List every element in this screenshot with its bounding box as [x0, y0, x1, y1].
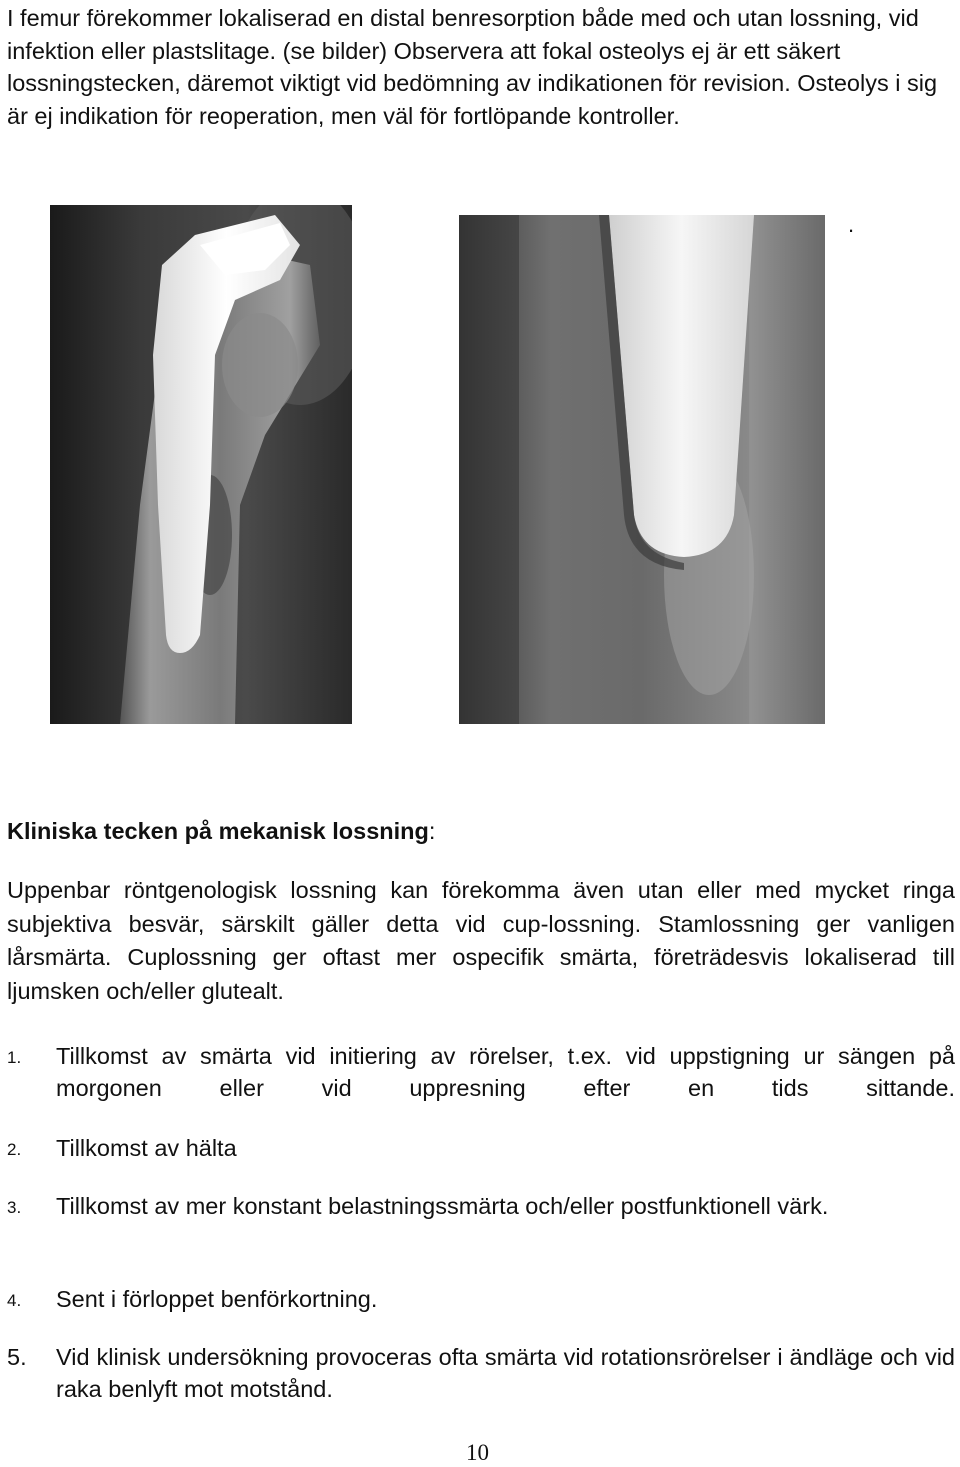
xray-image-stem-tip	[459, 215, 825, 724]
page-number: 10	[466, 1440, 489, 1465]
list-item-number: 1.	[7, 1048, 22, 1067]
list-item-number: 2.	[7, 1140, 22, 1159]
intro-paragraph: I femur förekommer lokaliserad en distal benresorption både med och utan lossning, vid infektion eller plastslitage. (se bilder) Observera att fokal osteolys ej är ett säkert lossningstecken, däremot viktigt vid bedömning av indikationen för revision. Osteolys i sig är ej indikation för reoperation, men väl för fortlöpande kontroller.	[7, 5, 938, 129]
list-item	[7, 1283, 955, 1315]
stray-dot: .	[848, 212, 855, 237]
list-item-text: Tillkomst av smärta vid initiering av rörelser, t.ex. vid uppstigning ur sängen på morgonen eller vid uppresning efter en tids sittande.	[56, 1043, 955, 1101]
list-item-text: Sent i förloppet benförkortning.	[56, 1286, 378, 1312]
section-heading: Kliniska tecken på mekanisk lossning:	[7, 818, 436, 844]
list-item-text: Tillkomst av hälta	[56, 1135, 237, 1161]
list-item-text: Tillkomst av mer konstant belastningssmärta och/eller postfunktionell värk.	[56, 1193, 829, 1219]
list-item-number: 3.	[7, 1198, 22, 1217]
list-item	[7, 1040, 955, 1104]
list-item	[7, 1341, 955, 1405]
list-item-number: 5.	[7, 1344, 27, 1370]
list-item-text: Vid klinisk undersökning provoceras ofta smärta vid rotationsrörelser i ändläge och vid raka benlyft mot motstånd.	[56, 1344, 955, 1402]
section-paragraph: Uppenbar röntgenologisk lossning kan förekomma även utan eller med mycket ringa subjektiva besvär, särskilt gäller detta vid cup-lossning. Stamlossning ger vanligen lårsmärta. Cuplossning ger oftast mer ospecifik smärta, företrädesvis lokaliserad till ljumsken och/eller glutealt.	[7, 877, 955, 1004]
list-item	[7, 1132, 955, 1164]
list-item-number: 4.	[7, 1291, 22, 1310]
xray-image-femur-prosthesis	[50, 205, 352, 724]
list-item	[7, 1190, 955, 1222]
